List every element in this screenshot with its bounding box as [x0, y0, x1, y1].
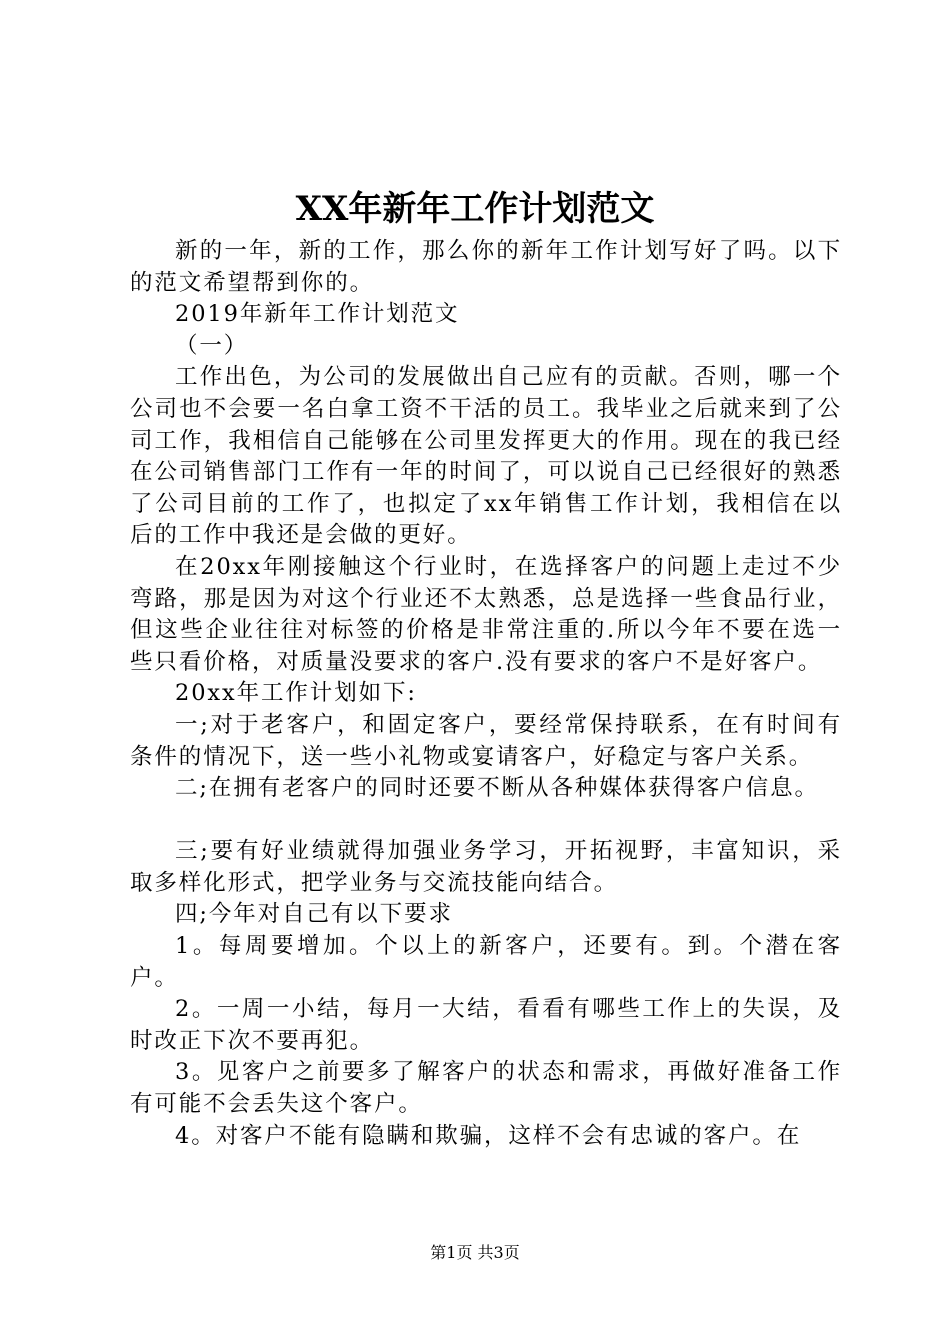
- document-title: XX年新年工作计划范文: [295, 189, 655, 229]
- paragraph: 工作出色，为公司的发展做出自己应有的贡献。否则，哪一个公司也不会要一名白拿工资不干活的员工。我毕业之后就来到了公司工作，我相信自己能够在公司里发挥更大的作用。现在的我已经在公司销售部门工作有一年的时间了，可以说自己已经很好的熟悉了公司目前的工作了，也拟定了xx年销售工作计划，我相信在以后的工作中我还是会做的更好。: [130, 364, 842, 549]
- paragraph-plan-heading: 20xx年工作计划如下:: [175, 680, 417, 707]
- paragraph-plan-item: 三;要有好业绩就得加强业务学习，开拓视野，丰富知识，采取多样化形式，把学业务与交流技能向结合。: [130, 838, 842, 896]
- paragraph-intro: 新的一年，新的工作，那么你的新年工作计划写好了吗。以下的范文希望帮到你的。: [130, 238, 842, 296]
- paragraph-requirement: 2。一周一小结，每月一大结，看看有哪些工作上的失误，及时改正下次不要再犯。: [130, 996, 842, 1054]
- document-body: [130, 236, 842, 1152]
- paragraph-requirement: 1。每周要增加。个以上的新客户，还要有。到。个潜在客户。: [130, 933, 842, 991]
- paragraph-section-number: （一）: [175, 332, 249, 359]
- paragraph-plan-item: 二;在拥有老客户的同时还要不断从各种媒体获得客户信息。: [175, 775, 819, 802]
- page-footer: 第1页 共3页: [430, 1243, 520, 1262]
- paragraph-subtitle: 2019年新年工作计划范文: [175, 301, 460, 328]
- paragraph-requirement: 3。见客户之前要多了解客户的状态和需求，再做好准备工作有可能不会丢失这个客户。: [130, 1059, 842, 1118]
- paragraph: 在20xx年刚接触这个行业时，在选择客户的问题上走过不少弯路，那是因为对这个行业还不太熟悉，总是选择一些食品行业，但这些企业往往对标签的价格是非常注重的.所以今年不要在选一些只看价格，对质量没要求的客户.没有要求的客户不是好客户。: [130, 553, 842, 675]
- paragraph-plan-item: 一;对于老客户，和固定客户，要经常保持联系，在有时间有条件的情况下，送一些小礼物或宴请客户，好稳定与客户关系。: [130, 711, 842, 770]
- paragraph-requirement: 4。对客户不能有隐瞒和欺骗，这样不会有忠诚的客户。在: [175, 1122, 802, 1149]
- paragraph-plan-item: 四;今年对自己有以下要求: [175, 901, 453, 928]
- blank-line: [130, 805, 842, 837]
